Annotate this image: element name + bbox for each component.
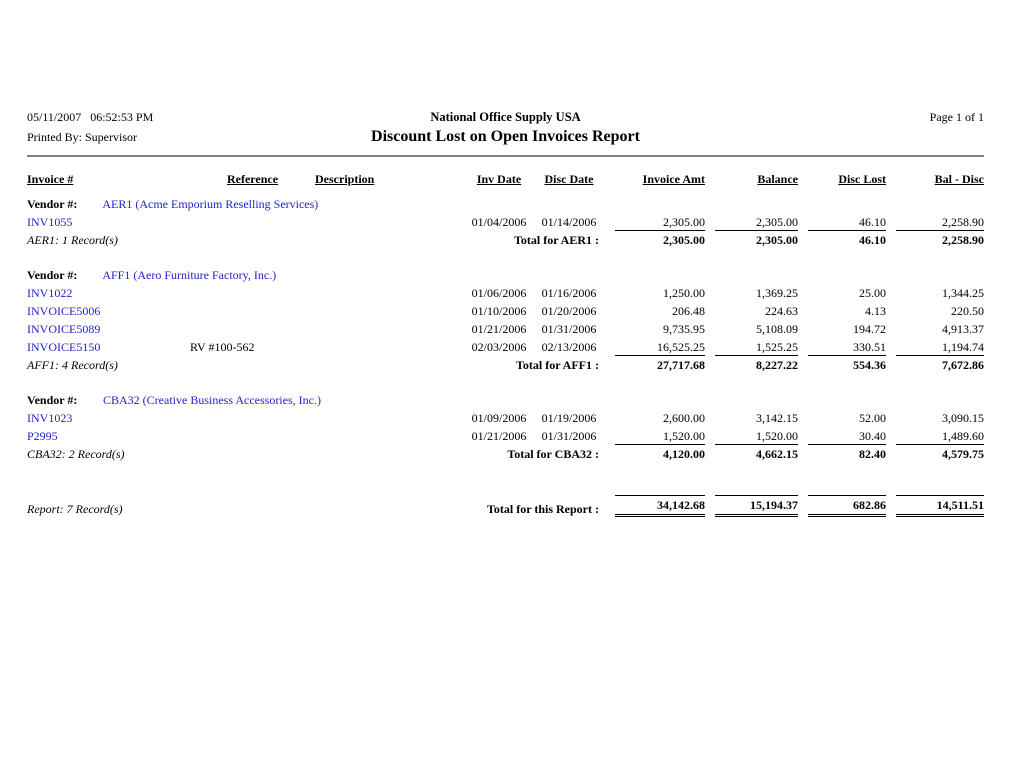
disc-lost-cell: 4.13 — [865, 304, 886, 318]
vendor-total-bal-disc: 2,258.90 — [896, 230, 984, 248]
vendor-code-link[interactable]: AER1 (Acme Emporium Reselling Services) — [102, 197, 319, 211]
printed-by: Printed By: Supervisor — [27, 130, 137, 144]
col-header-description: Description — [315, 172, 375, 186]
bal-disc-cell: 3,090.15 — [942, 411, 984, 425]
report-total-disc-lost: 682.86 — [808, 495, 886, 517]
disc-date-cell: 01/31/2006 — [541, 429, 597, 443]
invoice-amt-cell: 16,525.25 — [657, 340, 705, 354]
vendor-total-invoice-amt: 27,717.68 — [615, 355, 705, 373]
balance-cell: 3,142.15 — [756, 411, 798, 425]
inv-date-cell: 01/21/2006 — [471, 322, 527, 336]
report-total-balance: 15,194.37 — [715, 495, 798, 517]
col-header-inv-date: Inv Date — [476, 172, 522, 186]
disc-lost-cell: 30.40 — [859, 429, 886, 443]
invoice-row — [27, 337, 984, 355]
report-total-bal-disc: 14,511.51 — [896, 495, 984, 517]
reference-cell — [190, 212, 315, 230]
disc-date-cell: 01/16/2006 — [541, 286, 597, 300]
vendor-total-balance: 4,662.15 — [715, 444, 798, 462]
column-header-row — [27, 169, 984, 187]
invoice-row — [27, 301, 984, 319]
description-cell — [315, 283, 465, 301]
description-cell — [315, 426, 465, 444]
reference-cell — [190, 301, 315, 319]
col-header-balance: Balance — [757, 172, 798, 186]
bal-disc-cell: 1,194.74 — [942, 340, 984, 354]
description-cell — [315, 301, 465, 319]
vendor-total-label: Total for CBA32 : — [507, 447, 599, 461]
reference-cell — [190, 319, 315, 337]
inv-date-cell: 01/06/2006 — [471, 286, 527, 300]
report-total-label: Total for this Report : — [487, 502, 599, 516]
disc-lost-cell: 330.51 — [853, 340, 886, 354]
company-name: National Office Supply USA — [430, 110, 581, 124]
invoice-amt-cell: 2,305.00 — [663, 215, 705, 229]
reference-cell — [190, 426, 315, 444]
inv-date-cell: 01/09/2006 — [471, 411, 527, 425]
header-divider — [27, 155, 984, 157]
col-header-bal-disc: Bal - Disc — [934, 172, 984, 186]
invoice-row — [27, 426, 984, 444]
report-title: Discount Lost on Open Invoices Report — [371, 128, 640, 145]
invoice-number-link[interactable]: INV1055 — [27, 215, 73, 229]
balance-cell: 1,525.25 — [756, 340, 798, 354]
invoice-row — [27, 408, 984, 426]
vendor-total-balance: 2,305.00 — [715, 230, 798, 248]
balance-cell: 224.63 — [765, 304, 798, 318]
invoice-row — [27, 319, 984, 337]
bal-disc-cell: 1,344.25 — [942, 286, 984, 300]
bal-disc-cell: 2,258.90 — [942, 215, 984, 229]
report-total-row — [27, 495, 984, 517]
col-header-invoice: Invoice # — [27, 172, 74, 186]
vendor-total-row — [27, 230, 984, 248]
vendor-header-row — [27, 383, 984, 408]
bal-disc-cell: 1,489.60 — [942, 429, 984, 443]
inv-date-cell: 01/04/2006 — [471, 215, 527, 229]
report-total-spacer — [27, 462, 984, 495]
vendor-record-count: CBA32: 2 Record(s) — [27, 447, 125, 461]
disc-lost-cell: 52.00 — [859, 411, 886, 425]
disc-date-cell: 01/19/2006 — [541, 411, 597, 425]
disc-lost-cell: 46.10 — [859, 215, 886, 229]
col-header-disc-lost: Disc Lost — [838, 172, 886, 186]
vendor-total-disc-lost: 82.40 — [808, 444, 886, 462]
print-datetime: 05/11/2007 06:52:53 PM — [27, 110, 154, 124]
description-cell — [315, 408, 465, 426]
report-page — [27, 109, 984, 517]
vendor-label: Vendor #: — [27, 268, 78, 282]
invoice-amt-cell: 1,520.00 — [663, 429, 705, 443]
disc-date-cell: 01/31/2006 — [541, 322, 597, 336]
invoice-number-link[interactable]: INVOICE5006 — [27, 304, 101, 318]
report-header-line-1 — [27, 109, 984, 126]
vendor-total-bal-disc: 4,579.75 — [896, 444, 984, 462]
col-header-reference: Reference — [226, 172, 279, 186]
col-header-invoice-amt: Invoice Amt — [642, 172, 705, 186]
balance-cell: 5,108.09 — [756, 322, 798, 336]
report-record-count: Report: 7 Record(s) — [27, 502, 123, 516]
inv-date-cell: 02/03/2006 — [471, 340, 527, 354]
vendor-record-count: AFF1: 4 Record(s) — [27, 358, 118, 372]
vendor-total-label: Total for AFF1 : — [516, 358, 599, 372]
vendor-total-invoice-amt: 2,305.00 — [615, 230, 705, 248]
vendor-total-balance: 8,227.22 — [715, 355, 798, 373]
bal-disc-cell: 4,913.37 — [942, 322, 984, 336]
vendor-code-link[interactable]: AFF1 (Aero Furniture Factory, Inc.) — [102, 268, 277, 282]
vendor-total-row — [27, 355, 984, 373]
vendor-total-disc-lost: 554.36 — [808, 355, 886, 373]
invoice-row — [27, 283, 984, 301]
reference-cell — [190, 283, 315, 301]
vendor-header-row — [27, 187, 984, 212]
vendor-total-disc-lost: 46.10 — [808, 230, 886, 248]
balance-cell: 1,369.25 — [756, 286, 798, 300]
inv-date-cell: 01/10/2006 — [471, 304, 527, 318]
report-header-line-2 — [27, 126, 984, 148]
invoice-number-link[interactable]: INVOICE5150 — [27, 340, 101, 354]
invoice-number-link[interactable]: P2995 — [27, 429, 58, 443]
invoice-amt-cell: 2,600.00 — [663, 411, 705, 425]
vendor-total-label: Total for AER1 : — [513, 233, 599, 247]
invoice-number-link[interactable]: INVOICE5089 — [27, 322, 101, 336]
vendor-total-row — [27, 444, 984, 462]
vendor-code-link[interactable]: CBA32 (Creative Business Accessories, Inc.) — [103, 393, 321, 407]
inv-date-cell: 01/21/2006 — [471, 429, 527, 443]
reference-cell: RV #100-562 — [190, 340, 255, 354]
disc-date-cell: 01/14/2006 — [541, 215, 597, 229]
reference-cell — [190, 408, 315, 426]
vendor-header-row — [27, 258, 984, 283]
invoice-number-link[interactable]: INV1022 — [27, 286, 73, 300]
balance-cell: 2,305.00 — [756, 215, 798, 229]
section-spacer — [27, 248, 984, 258]
invoice-row — [27, 212, 984, 230]
col-header-disc-date: Disc Date — [544, 172, 594, 186]
vendor-total-bal-disc: 7,672.86 — [896, 355, 984, 373]
invoice-amt-cell: 206.48 — [672, 304, 705, 318]
bal-disc-cell: 220.50 — [951, 304, 984, 318]
invoice-amt-cell: 9,735.95 — [663, 322, 705, 336]
disc-date-cell: 01/20/2006 — [541, 304, 597, 318]
vendor-total-invoice-amt: 4,120.00 — [615, 444, 705, 462]
invoice-number-link[interactable]: INV1023 — [27, 411, 73, 425]
vendor-label: Vendor #: — [27, 393, 78, 407]
report-total-invoice-amt: 34,142.68 — [615, 495, 705, 517]
page-number: Page 1 of 1 — [929, 110, 984, 124]
disc-lost-cell: 194.72 — [853, 322, 886, 336]
disc-date-cell: 02/13/2006 — [541, 340, 597, 354]
disc-lost-cell: 25.00 — [859, 286, 886, 300]
description-cell — [315, 319, 465, 337]
description-cell — [315, 337, 465, 355]
invoice-report-table — [27, 169, 984, 517]
description-cell — [315, 212, 465, 230]
vendor-record-count: AER1: 1 Record(s) — [27, 233, 118, 247]
section-spacer — [27, 373, 984, 383]
vendor-label: Vendor #: — [27, 197, 78, 211]
balance-cell: 1,520.00 — [756, 429, 798, 443]
invoice-amt-cell: 1,250.00 — [663, 286, 705, 300]
